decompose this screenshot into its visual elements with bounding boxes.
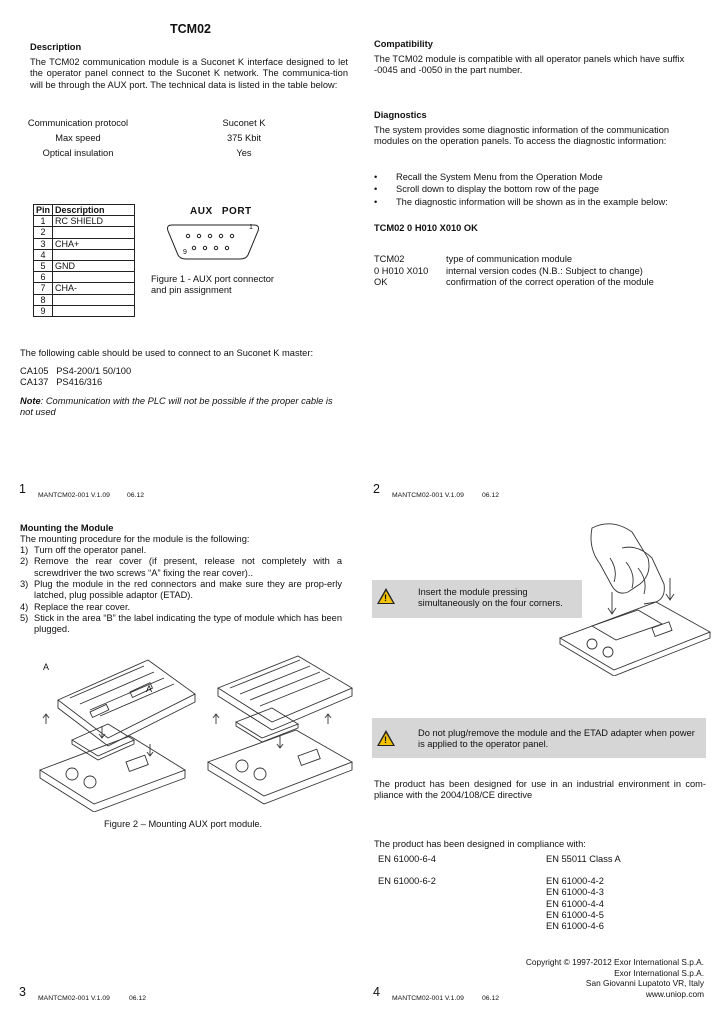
list-item (20, 556, 342, 579)
pin-number: 9 (34, 305, 53, 316)
step-number: 5) (20, 612, 29, 623)
pin-col-header: Pin (34, 205, 53, 216)
table-row (34, 294, 135, 305)
list-item: EN 61000-4-5 (546, 909, 604, 920)
pin-table-header (34, 205, 135, 216)
list-item (20, 377, 131, 388)
warning-text: Insert the module pressing simultaneously on the four corners. (418, 587, 563, 609)
pin1-label: 1 (249, 224, 253, 231)
pin-description (53, 272, 135, 283)
module-insertion-illustration (552, 518, 712, 676)
code-list (374, 254, 694, 289)
diagnostics-bullets (372, 172, 692, 209)
footer-date: 06.12 (482, 995, 500, 1002)
footer-doc-id: MANTCM02-001 V.1.09 (38, 995, 110, 1002)
spec-row (20, 133, 290, 148)
note-text: : Communication with the PLC will not be possible if the proper cable is not used (20, 396, 333, 418)
standard-item: EN 55011 Class A (546, 854, 621, 864)
code-desc: internal version codes (N.B.: Subject to change) (446, 265, 643, 276)
list-item: EN 61000-4-3 (546, 887, 604, 898)
pin-description (53, 305, 135, 316)
cable-list (20, 366, 131, 389)
list-item (20, 545, 342, 556)
compliance-intro: The product has been designed in compliance with: (374, 839, 586, 849)
pin-number: 5 (34, 260, 53, 271)
table-row (34, 216, 135, 227)
table-row (34, 272, 135, 283)
step-number: 1) (20, 545, 29, 555)
mounting-steps (20, 545, 342, 636)
screw-a-label: A (146, 684, 153, 694)
page-number: 3 (19, 985, 26, 999)
description-text: The TCM02 communication module is a Suconet K interface designed to let the operator panel connect to the Suconet K network. The communica-tion will be through the AUX port. The technical data is listed in the table below: (30, 57, 348, 90)
list-item: • The diagnostic information will be shown as in the example below: (372, 197, 692, 208)
cable-code: CA105 (20, 366, 49, 376)
example-heading: TCM02 0 H010 X010 OK (374, 223, 478, 233)
list-item (20, 579, 342, 602)
pin-number: 3 (34, 238, 53, 249)
pin-number: 4 (34, 249, 53, 260)
step-text: Plug the module in the red connectors and make sure they are prop-erly latched, plug possible adaptor (ETAD). (34, 578, 342, 601)
pin-table (33, 204, 135, 317)
code-desc: type of communication module (446, 254, 573, 264)
page-title: TCM02 (170, 22, 211, 36)
spec-label: Optical insulation (42, 148, 114, 158)
spec-row (20, 118, 290, 133)
list-item (20, 613, 342, 636)
warning-icon-mark: ! (384, 593, 387, 603)
pin-description: CHA- (53, 283, 135, 294)
company-name: Exor International S.p.A. (614, 967, 704, 978)
figure2-caption: Figure 2 – Mounting AUX port module. (104, 819, 263, 829)
code-desc: confirmation of the correct operation of the module (446, 277, 654, 287)
standard-item: EN 61000-6-2 (378, 876, 436, 886)
step-number: 4) (20, 601, 29, 612)
desc-col-header: Description (53, 205, 135, 216)
pin-number: 8 (34, 294, 53, 305)
company-address: San Giovanni Lupatoto VR, Italy (585, 978, 704, 989)
pin-description: RC SHIELD (53, 216, 135, 227)
list-item (374, 277, 694, 289)
compatibility-heading: Compatibility (374, 39, 433, 49)
pin9-label: 9 (183, 249, 187, 256)
step-number: 3) (20, 578, 29, 589)
list-item (20, 602, 342, 613)
spec-value: Yes (236, 148, 252, 158)
list-item: EN 61000-4-4 (546, 898, 604, 909)
step-text: Remove the rear cover (if present, release not completely with a screwdriver the two screws “A” fixing the rear cover).. (34, 556, 342, 578)
step-number: 2) (20, 556, 29, 567)
note-paragraph (20, 396, 345, 419)
cable-desc: PS416/316 (56, 377, 103, 388)
footer-date: 06.12 (129, 995, 147, 1002)
table-row (34, 305, 135, 316)
table-row (34, 249, 135, 260)
table-row (34, 238, 135, 249)
warning-box (372, 718, 706, 758)
step-text: Turn off the operator panel. (34, 545, 147, 555)
warning-text: Do not plug/remove the module and the ETAD adapter when power is applied to the operator panel. (418, 728, 695, 750)
pin-description: CHA+ (53, 238, 135, 249)
website-link[interactable]: www.uniop.com (645, 988, 704, 999)
code-label: TCM02 (374, 254, 405, 264)
footer-date: 06.12 (127, 492, 145, 499)
industrial-text: The product has been designed for use in an industrial environment in com-pliance with the 2004/108/CE directive (374, 779, 706, 801)
pin-number: 6 (34, 272, 53, 283)
screw-a-label: A (43, 662, 50, 672)
footer-doc-id: MANTCM02-001 V.1.09 (392, 492, 464, 499)
pin-number: 2 (34, 227, 53, 238)
list-item (374, 266, 694, 278)
description-heading: Description (30, 42, 82, 52)
spec-label: Communication protocol (27, 118, 129, 128)
figure1-caption: Figure 1 - AUX port connector and pin assignment (151, 274, 274, 296)
list-item: EN 61000-4-2 (546, 876, 604, 886)
page-number: 1 (19, 482, 26, 496)
warning-icon-mark: ! (384, 735, 387, 745)
pin-number: 7 (34, 283, 53, 294)
spec-label: Max speed (55, 133, 101, 143)
table-row (34, 260, 135, 271)
footer-date: 06.12 (482, 492, 500, 499)
footer-doc-id: MANTCM02-001 V.1.09 (392, 995, 464, 1002)
pin-description: GND (53, 260, 135, 271)
note-label: Note (20, 396, 41, 406)
list-item: • Recall the System Menu from the Operation Mode (372, 172, 692, 183)
standard-list (546, 876, 604, 932)
footer-doc-id: MANTCM02-001 V.1.09 (38, 492, 110, 499)
list-item (374, 254, 694, 266)
spec-row (20, 148, 290, 163)
aux-port-label: AUX PORT (190, 206, 252, 217)
pin-description (53, 294, 135, 305)
code-label: OK (374, 277, 388, 287)
spec-table (20, 118, 290, 163)
page-number: 4 (373, 985, 380, 999)
cable-code: CA137 (20, 377, 49, 388)
list-item (20, 366, 131, 377)
table-row (34, 283, 135, 294)
mounting-heading: Mounting the Module (20, 523, 114, 533)
spec-value: Suconet K (222, 118, 266, 128)
cable-desc: PS4-200/1 50/100 (56, 366, 132, 376)
cable-text: The following cable should be used to connect to an Suconet K master: (20, 348, 314, 358)
list-item: • Scroll down to display the bottom row of the page (372, 184, 692, 195)
warning-box (372, 580, 582, 618)
step-text: Stick in the area “B” the label indicating the type of module which has been plugged. (34, 612, 342, 635)
mounting-intro: The mounting procedure for the module is the following: (20, 534, 250, 544)
pin-description (53, 249, 135, 260)
spec-value: 375 Kbit (226, 133, 262, 143)
pin-number: 1 (34, 216, 53, 227)
table-row (34, 227, 135, 238)
pin-description (53, 227, 135, 238)
compatibility-text: The TCM02 module is compatible with all operator panels which have suffix -0045 and -0050 in the part number. (374, 54, 685, 76)
diagnostics-heading: Diagnostics (374, 110, 427, 120)
step-text: Replace the rear cover. (34, 601, 131, 612)
copyright-block (526, 957, 704, 999)
standard-item: EN 61000-6-4 (378, 854, 436, 864)
list-item: EN 61000-4-6 (546, 921, 604, 932)
copyright-line: Copyright © 1997-2012 Exor International S.p.A. (525, 957, 704, 967)
mounting-illustration (30, 652, 360, 812)
code-label: 0 H010 X010 (374, 265, 429, 276)
diagnostics-text: The system provides some diagnostic information of the communication modules on the operation panels. To access the diagnostic information: (374, 125, 670, 147)
page-number: 2 (373, 482, 380, 496)
